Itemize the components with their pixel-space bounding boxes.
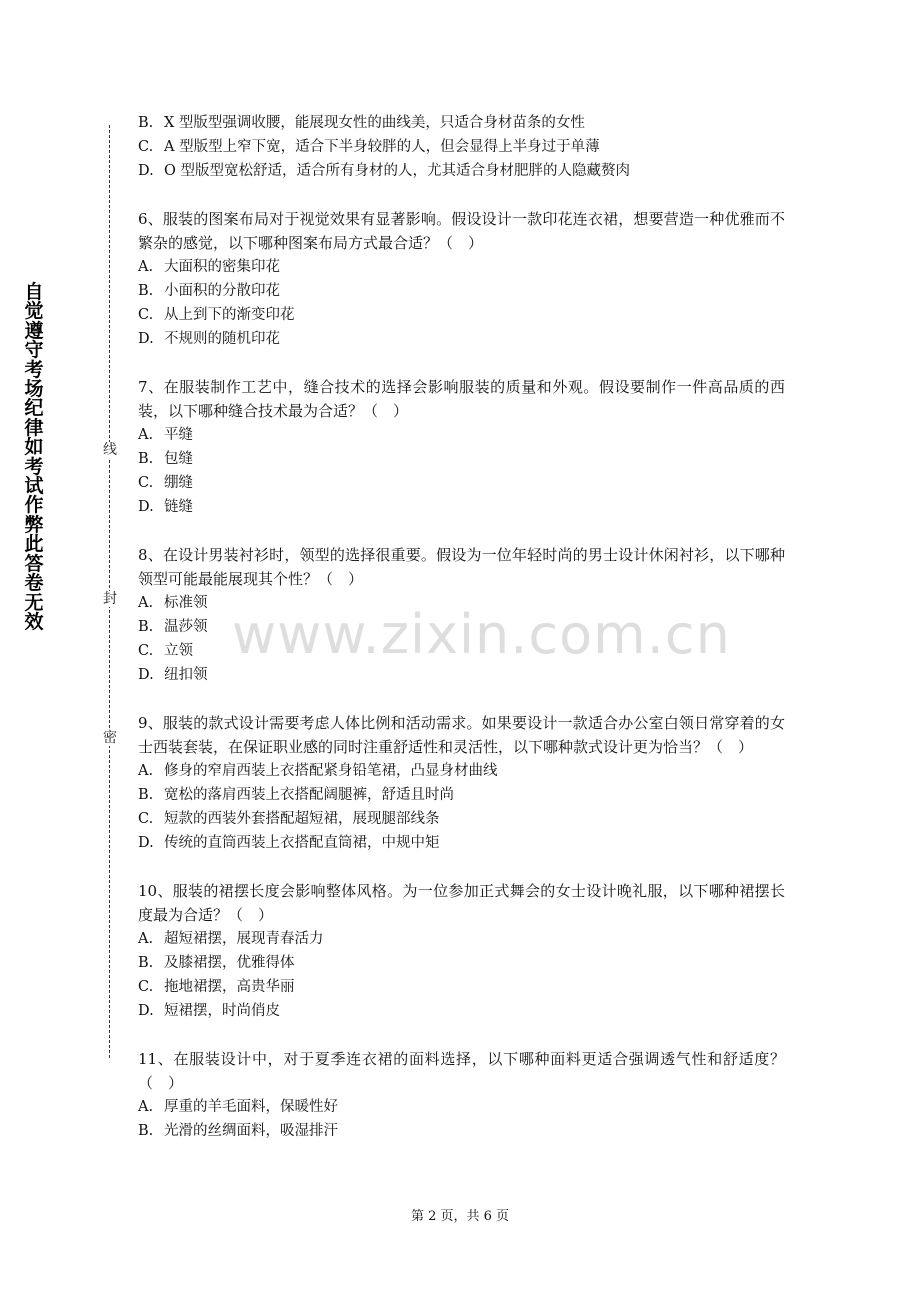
notice-char: 考 (24, 455, 44, 478)
question-stem: 11、在服装设计中，对于夏季连衣裙的面料选择，以下哪种面料更适合强调透气性和舒适度？（ ） (138, 1050, 785, 1092)
notice-char: 作 (24, 494, 44, 517)
option-text: 平缝 (164, 427, 193, 443)
answer-option (138, 255, 785, 279)
option-text: 从上到下的渐变印花 (164, 307, 295, 323)
answer-option (138, 111, 785, 135)
option-text: 绷缝 (164, 475, 193, 491)
answer-option (138, 807, 785, 831)
answer-option (138, 663, 785, 687)
option-text: 超短裙摆，展现青春活力 (164, 931, 324, 947)
question-block (138, 711, 785, 855)
question-block (138, 375, 785, 519)
answer-option (138, 999, 785, 1023)
answer-option (138, 927, 785, 951)
option-letter: A. (138, 763, 154, 779)
answer-option (138, 135, 785, 159)
answer-option (138, 447, 785, 471)
option-text: 温莎领 (164, 619, 208, 635)
option-letter: D. (138, 163, 154, 179)
question-block (138, 1047, 785, 1143)
question-stem: 7、在服装制作工艺中，缝合技术的选择会影响服装的质量和外观。假设要制作一件高品质的西装，以下哪种缝合技术最为合适？（ ） (138, 378, 785, 420)
answer-option (138, 783, 785, 807)
option-text: 传统的直筒西装上衣搭配直筒裙，中规中矩 (164, 835, 440, 851)
option-letter: B. (138, 787, 154, 803)
seal-label-line: 线 (103, 442, 117, 458)
notice-char: 卷 (24, 572, 44, 595)
option-letter: D. (138, 667, 154, 683)
option-letter: D. (138, 331, 154, 347)
answer-option (138, 159, 785, 183)
option-letter: B. (138, 115, 154, 131)
answer-option (138, 759, 785, 783)
option-text: 拖地裙摆，高贵华丽 (164, 979, 295, 995)
option-text: 修身的窄肩西装上衣搭配紧身铅笔裙，凸显身材曲线 (164, 763, 498, 779)
notice-char: 觉 (24, 300, 44, 323)
option-text: 宽松的落肩西装上衣搭配阔腿裤，舒适且时尚 (164, 787, 454, 803)
option-letter: A. (138, 427, 154, 443)
option-text: 厚重的羊毛面料，保暖性好 (164, 1099, 338, 1115)
notice-char: 场 (24, 378, 44, 401)
answer-option (138, 639, 785, 663)
option-letter: A. (138, 595, 154, 611)
option-text: 及膝裙摆，优雅得体 (164, 955, 295, 971)
question-block (138, 207, 785, 351)
option-text: A 型版型上窄下宽，适合下半身较胖的人，但会显得上半身过于单薄 (164, 139, 600, 155)
question-stem: 6、服装的图案布局对于视觉效果有显著影响。假设设计一款印花连衣裙，想要营造一种优雅而不繁杂的感觉，以下哪种图案布局方式最合适？（ ） (138, 210, 785, 252)
option-letter: C. (138, 979, 154, 995)
notice-char: 答 (24, 552, 44, 575)
notice-char: 弊 (24, 513, 44, 536)
answer-option (138, 831, 785, 855)
seal-label-secret: 密 (103, 730, 117, 746)
question-stem: 10、服装的裙摆长度会影响整体风格。为一位参加正式舞会的女士设计晚礼服，以下哪种裙摆长度最为合适？（ ） (138, 882, 785, 924)
option-letter: A. (138, 259, 154, 275)
seal-label-seal: 封 (103, 591, 117, 607)
option-text: 包缝 (164, 451, 193, 467)
answer-option (138, 951, 785, 975)
notice-char: 考 (24, 358, 44, 381)
option-text: 短款的西装外套搭配超短裙，展现腿部线条 (164, 811, 440, 827)
notice-char: 效 (24, 610, 44, 633)
option-text: 立领 (164, 643, 193, 659)
answer-option (138, 495, 785, 519)
answer-option (138, 471, 785, 495)
option-letter: A. (138, 931, 154, 947)
option-text: O 型版型宽松舒适，适合所有身材的人，尤其适合身材肥胖的人隐藏赘肉 (164, 163, 630, 179)
answer-option (138, 423, 785, 447)
notice-char: 纪 (24, 397, 44, 420)
watermark: www.zixin.com.cn (232, 603, 731, 666)
notice-char: 试 (24, 475, 44, 498)
question-stem: 9、服装的款式设计需要考虑人体比例和活动需求。如果要设计一款适合办公室白领日常穿着的女士西装套装，在保证职业感的同时注重舒适性和灵活性，以下哪种款式设计更为恰当？（ ） (138, 714, 785, 756)
option-letter: B. (138, 619, 154, 635)
answer-option (138, 1119, 785, 1143)
option-text: 大面积的密集印花 (164, 259, 280, 275)
option-letter: B. (138, 451, 154, 467)
answer-option (138, 615, 785, 639)
option-text: 不规则的随机印花 (164, 331, 280, 347)
option-letter: C. (138, 643, 154, 659)
option-letter: C. (138, 811, 154, 827)
page-footer: 第 2 页，共 6 页 (410, 1209, 510, 1224)
question-block (138, 879, 785, 1023)
option-letter: B. (138, 1123, 154, 1139)
answer-option (138, 303, 785, 327)
notice-char: 自 (24, 281, 44, 303)
answer-option (138, 1095, 785, 1119)
answer-option (138, 327, 785, 351)
option-text: 纽扣领 (164, 667, 208, 683)
question-block (138, 543, 785, 687)
question-stem: 8、在设计男装衬衫时，领型的选择很重要。假设为一位年轻时尚的男士设计休闲衬衫，以下哪种领型可能最能展现其个性？（ ） (138, 546, 785, 588)
option-letter: C. (138, 307, 154, 323)
option-letter: B. (138, 283, 154, 299)
option-letter: C. (138, 139, 154, 155)
notice-char: 此 (24, 533, 44, 556)
option-text: X 型版型强调收腰，能展现女性的曲线美，只适合身材苗条的女性 (164, 115, 585, 131)
answer-option (138, 975, 785, 999)
answer-option (138, 591, 785, 615)
exam-discipline-notice (22, 283, 46, 632)
option-text: 短裙摆，时尚俏皮 (164, 1003, 280, 1019)
notice-char: 律 (24, 416, 44, 439)
notice-char: 遵 (24, 319, 44, 342)
question-list (138, 111, 785, 1143)
option-text: 小面积的分散印花 (164, 283, 280, 299)
option-letter: C. (138, 475, 154, 491)
option-letter: A. (138, 1099, 154, 1115)
notice-char: 如 (24, 436, 44, 459)
question-block (138, 111, 785, 183)
option-letter: D. (138, 1003, 154, 1019)
answer-option (138, 279, 785, 303)
option-letter: D. (138, 835, 154, 851)
option-text: 标准领 (164, 595, 208, 611)
notice-char: 无 (24, 591, 44, 614)
option-text: 光滑的丝绸面料，吸湿排汗 (164, 1123, 338, 1139)
option-letter: D. (138, 499, 154, 515)
option-letter: B. (138, 955, 154, 971)
notice-char: 守 (24, 339, 44, 362)
option-text: 链缝 (164, 499, 193, 515)
